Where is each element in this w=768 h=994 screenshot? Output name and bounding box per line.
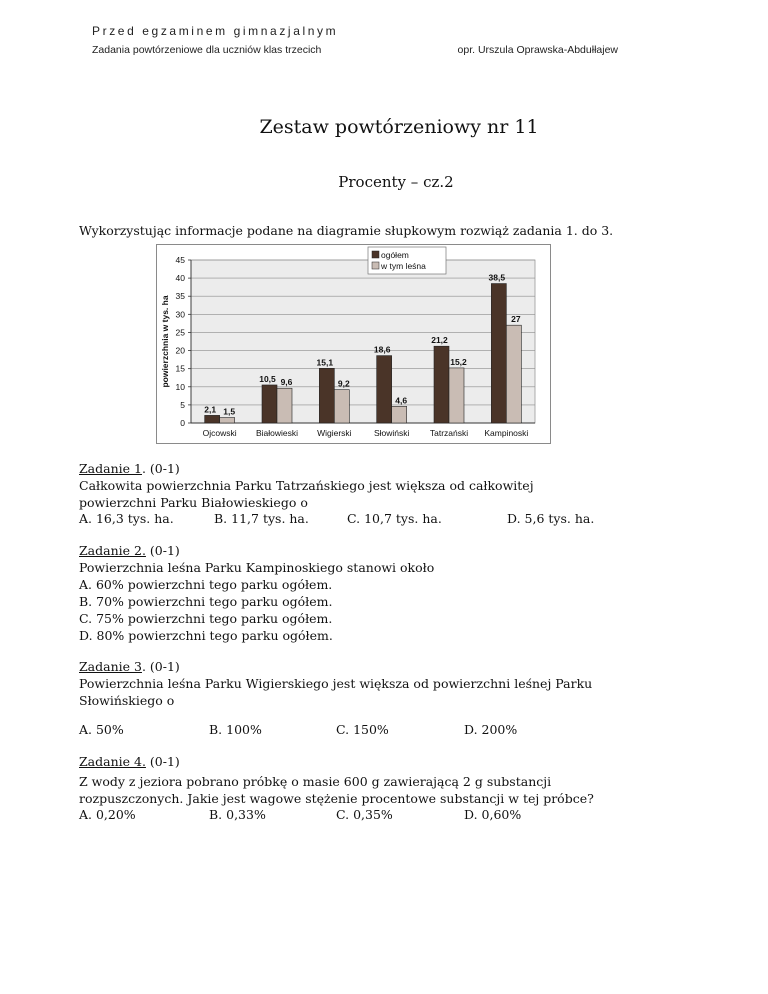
task-4-text-line-1: Z wody z jeziora pobrano próbkę o masie 600 g zawierającą 2 g substancji — [79, 774, 552, 789]
y-tick-label: 5 — [180, 399, 185, 410]
data-label: 4,6 — [395, 395, 408, 406]
bar-total-2 — [319, 368, 334, 423]
task-1-answer-a: A. 16,3 tys. ha. — [79, 511, 174, 526]
data-label: 15,2 — [450, 356, 467, 367]
task-2-answer-c: C. 75% powierzchni tego parku ogółem. — [79, 611, 333, 626]
bar-total-5 — [491, 284, 506, 423]
task-1-points: . (0-1) — [141, 461, 180, 476]
header-author: opr. Urszula Oprawska-Abdułłajew — [457, 44, 618, 56]
task-4-answer-a: A. 0,20% — [79, 807, 136, 822]
y-tick-label: 10 — [175, 381, 185, 392]
task-3-text-line-1: Powierzchnia leśna Parku Wigierskiego jest większa od powierzchni leśnej Parku — [79, 676, 593, 691]
task-1-text-line-2: powierzchni Parku Białowieskiego o — [79, 495, 308, 510]
page-title: Zestaw powtórzeniowy nr 11 — [259, 116, 539, 138]
data-label: 2,1 — [204, 404, 217, 415]
task-2-answer-b: B. 70% powierzchni tego parku ogółem. — [79, 594, 333, 609]
data-label: 27 — [511, 314, 521, 325]
plot-area — [191, 260, 535, 423]
data-label: 21,2 — [431, 335, 448, 346]
task-4-title: Zadanie 4. — [79, 754, 146, 769]
y-axis-label: powierzchnia w tys. ha — [160, 295, 170, 388]
task-4-answer-b: B. 0,33% — [209, 807, 266, 822]
bar-total-4 — [434, 346, 449, 423]
x-tick-label: Kampinoski — [484, 428, 529, 438]
page-subtitle: Procenty – cz.2 — [338, 173, 454, 191]
task-2-points: (0-1) — [145, 543, 180, 558]
bar-forest-3 — [392, 406, 407, 423]
task-4-points: (0-1) — [145, 754, 180, 769]
task-3-points: . (0-1) — [141, 659, 180, 674]
y-tick-label: 30 — [175, 309, 185, 320]
bar-chart-svg — [156, 244, 551, 444]
y-tick-label: 45 — [175, 255, 185, 265]
legend-label: w tym leśna — [381, 261, 426, 271]
task-4-answer-d: D. 0,60% — [464, 807, 522, 822]
header-series-title: Przed egzaminem gimnazjalnym — [92, 24, 339, 38]
task-1-heading — [79, 460, 180, 477]
task-2-title: Zadanie 2. — [79, 543, 146, 558]
x-tick-label: Słowiński — [373, 428, 410, 438]
task-3-title: Zadanie 3 — [79, 659, 142, 674]
header-subtitle: Zadania powtórzeniowe dla uczniów klas trzecich — [92, 44, 322, 56]
task-4-text-line-2: rozpuszczonych. Jakie jest wagowe stężenie procentowe substancji w tej próbce? — [79, 791, 594, 806]
task-3-answer-b: B. 100% — [209, 722, 262, 737]
intro-text: Wykorzystując informacje podane na diagramie słupkowym rozwiąż zadania 1. do 3. — [79, 223, 614, 238]
x-tick-label: Wigierski — [317, 428, 352, 438]
task-4-heading — [79, 753, 180, 770]
bar-total-3 — [377, 356, 392, 423]
task-3-answer-d: D. 200% — [464, 722, 518, 737]
x-tick-label: Białowieski — [255, 428, 299, 438]
bar-total-0 — [205, 415, 220, 423]
legend-swatch — [372, 251, 379, 258]
task-3-answer-c: C. 150% — [336, 722, 389, 737]
bar-forest-1 — [277, 388, 292, 423]
y-tick-label: 25 — [175, 327, 185, 338]
task-1-answer-b: B. 11,7 tys. ha. — [214, 511, 309, 526]
bar-forest-0 — [220, 418, 235, 423]
task-1-title: Zadanie 1 — [79, 461, 142, 476]
bar-forest-5 — [506, 325, 521, 423]
task-2-answer-d: D. 80% powierzchni tego parku ogółem. — [79, 628, 333, 643]
bar-forest-4 — [449, 368, 464, 423]
bar-total-1 — [262, 385, 277, 423]
y-tick-label: 20 — [175, 345, 185, 356]
task-2-heading — [79, 542, 180, 559]
legend-label: ogółem — [381, 250, 409, 260]
x-tick-label: Tatrzański — [429, 428, 469, 438]
task-4-answer-c: C. 0,35% — [336, 807, 393, 822]
task-1-answer-d: D. 5,6 tys. ha. — [507, 511, 595, 526]
y-tick-label: 40 — [175, 273, 185, 284]
task-3-text-line-2: Słowińskiego o — [79, 693, 175, 708]
task-2-answer-a: A. 60% powierzchni tego parku ogółem. — [79, 577, 333, 592]
bar-forest-2 — [334, 390, 349, 423]
task-3-answer-a: A. 50% — [79, 722, 124, 737]
y-tick-label: 0 — [180, 418, 185, 428]
data-label: 18,6 — [373, 344, 391, 355]
data-label: 10,5 — [259, 373, 276, 384]
data-label: 15,1 — [316, 357, 334, 368]
legend-swatch — [372, 262, 379, 269]
task-1-answer-c: C. 10,7 tys. ha. — [347, 511, 442, 526]
data-label: 1,5 — [223, 406, 236, 417]
x-tick-label: Ojcowski — [202, 428, 237, 438]
data-label: 38,5 — [488, 272, 506, 283]
bar-chart — [156, 244, 551, 448]
task-3-heading — [79, 658, 180, 675]
y-tick-label: 15 — [175, 363, 185, 374]
task-1-text-line-1: Całkowita powierzchnia Parku Tatrzańskiego jest większa od całkowitej — [79, 478, 534, 493]
y-tick-label: 35 — [175, 291, 185, 302]
task-2-text-line-1: Powierzchnia leśna Parku Kampinoskiego stanowi około — [79, 560, 435, 575]
data-label: 9,6 — [280, 377, 293, 388]
data-label: 9,2 — [337, 378, 350, 389]
